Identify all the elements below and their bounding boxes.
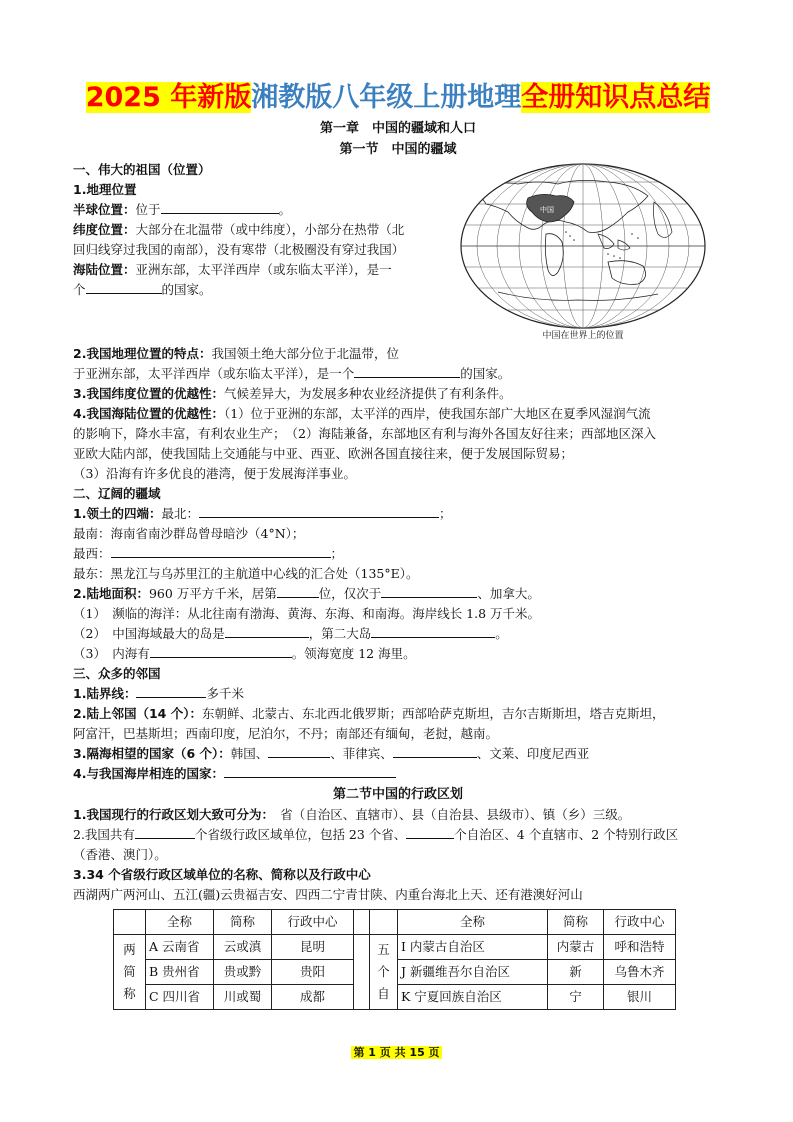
- lat-label: 纬度位置：: [73, 222, 136, 237]
- lat-adv-label: 3.我国纬度位置的优越性：: [73, 386, 224, 401]
- table-cell: J 新疆维吾尔自治区: [398, 960, 548, 985]
- admin-line-3: 3.34 个省级行政区域单位的名称、简称以及行政中心: [73, 867, 371, 882]
- feature-text-2b: 的国家。: [460, 366, 511, 381]
- ends-label: 1.领土的四端：: [73, 506, 162, 521]
- sea-text-2b: 的国家。: [161, 282, 212, 297]
- inland-sea-blank: [150, 644, 292, 658]
- coast-neighbors-label: 4.与我国海岸相连的国家：: [73, 766, 224, 781]
- table-gap-cell: [354, 935, 370, 1010]
- sea-line-2a: （2） 中国海域最大的岛是: [73, 626, 225, 641]
- table-header-cell: 简称: [214, 910, 272, 935]
- table-cell: 乌鲁木齐: [604, 960, 676, 985]
- map-caption: 中国在世界上的位置: [542, 331, 624, 341]
- table-cell: B 贵州省: [146, 960, 214, 985]
- table-cell: 昆明: [272, 935, 354, 960]
- hemi-end: 。: [278, 202, 292, 217]
- largest-island-blank: [225, 624, 309, 638]
- sea-adv-text-3: 亚欧大陆内部，使我国陆上交通能与中亚、西亚、欧洲各国直接往来，便于发展国际贸易；: [73, 446, 574, 461]
- right-group-char: 五: [377, 942, 390, 957]
- border-label: 1.陆界线：: [73, 686, 137, 701]
- right-group-char: 自: [377, 986, 390, 1001]
- sea-blank: [86, 280, 162, 294]
- sea-line-2c: 。: [495, 626, 508, 641]
- west-label: 最西：: [73, 546, 111, 561]
- sea-adv-text-2: 的影响下，降水丰富，有利农业生产； （2）海陆兼备，东部地区有利与海外各国友好往来；西部地区深入: [73, 426, 656, 441]
- west-end: ；: [330, 546, 344, 561]
- table-cell: 内蒙古: [548, 935, 604, 960]
- right-group-cell: [370, 935, 398, 1010]
- world-map-globe: [458, 162, 708, 330]
- section-title-2: 第二节中国的行政区划: [332, 787, 463, 802]
- heading-position: 一、伟大的祖国（位置）: [73, 162, 211, 177]
- sea-text-2a: 个: [73, 282, 86, 297]
- admin-line-1-text: 省（自治区、直辖市）、县（自治县、县级市）、镇（乡）三级。: [267, 807, 631, 822]
- table-header-cell: 全称: [146, 910, 214, 935]
- sea-line-3b: 。领海宽度 12 海里。: [291, 646, 416, 661]
- sea-text-1: 亚洲东部，太平洋西岸（或东临太平洋），是一: [135, 262, 392, 277]
- coast-neighbors-blank: [224, 764, 396, 778]
- north-label: 最北：: [161, 506, 199, 521]
- sea-adv-text-4: （3）沿海有许多优良的港湾，便于发展海洋事业。: [73, 466, 356, 481]
- table-cell: K 宁夏回族自治区: [398, 985, 548, 1010]
- table-cell: A 云南省: [146, 935, 214, 960]
- area-label: 2.陆地面积：: [73, 586, 149, 601]
- table-cell: 贵或黔: [214, 960, 272, 985]
- title-part-3: 全册知识点总结: [521, 82, 711, 113]
- heading-territory: 二、辽阔的疆域: [73, 486, 161, 501]
- table-cell: 云或滇: [214, 935, 272, 960]
- table-header-cell: 行政中心: [604, 910, 676, 935]
- east-line: 最东：黑龙江与乌苏里江的主航道中心线的汇合处（135°E）。: [73, 566, 419, 581]
- map-china-label: 中国: [540, 206, 554, 214]
- table-cell: 成都: [272, 985, 354, 1010]
- sea-line-3a: （3） 内海有: [73, 646, 150, 661]
- table-cell: 新: [548, 960, 604, 985]
- area-text-1: 960 万平方千米，居第: [148, 586, 277, 601]
- autonomous-count-blank: [406, 825, 454, 839]
- admin-line-2b: 个省级行政区域单位，包括 23 个省、: [194, 827, 407, 842]
- sub-geo-location: 1.地理位置: [73, 182, 137, 197]
- sea-neighbors-text-1: 韩国、: [230, 746, 269, 761]
- table-cell: 呼和浩特: [604, 935, 676, 960]
- lat-adv-text: 气候差异大，为发展多种农业经济提供了有利条件。: [223, 386, 512, 401]
- sea-neighbor-blank-1: [268, 744, 330, 758]
- sea-line-1: （1） 濒临的海洋：从北往南有渤海、黄海、东海、和南海。海岸线长 1.8 万千米。: [73, 606, 541, 621]
- area-country-blank: [381, 584, 477, 598]
- document-page: [73, 78, 723, 1010]
- table-cell: 宁: [548, 985, 604, 1010]
- lat-text-2: 回归线穿过我国的南部），没有寒带（北极圈没有穿过我国）: [73, 242, 405, 257]
- table-cell: C 四川省: [146, 985, 214, 1010]
- table-cell: I 内蒙古自治区: [398, 935, 548, 960]
- sea-adv-text-1: （1）位于亚洲的东部，太平洋的西岸，使我国东部广大地区在夏季风湿润气流: [223, 406, 651, 421]
- sea-neighbors-text-3: 、文莱、印度尼西亚: [476, 746, 590, 761]
- location-block: [73, 160, 723, 344]
- table-header-cell: 行政中心: [272, 910, 354, 935]
- table-row: [114, 935, 676, 960]
- second-island-blank: [371, 624, 495, 638]
- admin-line-2a: 2.我国共有: [73, 827, 135, 842]
- border-blank: [136, 684, 206, 698]
- title-part-1: 2025 年新版: [85, 82, 252, 113]
- feature-text-2a: 于亚洲东部，太平洋西岸（或东临太平洋），是一个: [73, 366, 355, 381]
- province-table: [113, 909, 676, 1010]
- left-group-char: 简: [123, 964, 136, 979]
- admin-line-2c: 个自治区、4 个直辖市、2 个特别行政区: [454, 827, 679, 842]
- title-part-2: 湘教版八年级上册地理: [251, 82, 522, 113]
- sea-neighbor-blank-2: [393, 744, 477, 758]
- table-cell: 贵阳: [272, 960, 354, 985]
- table-cell: 银川: [604, 985, 676, 1010]
- area-text-3: 、加拿大。: [477, 586, 540, 601]
- north-blank: [199, 504, 439, 518]
- hemi-label: 半球位置：: [73, 202, 136, 217]
- feature-label: 2.我国地理位置的特点：: [73, 346, 212, 361]
- left-group-char: 两: [123, 942, 136, 957]
- area-rank-blank: [277, 584, 319, 598]
- feature-text-1: 我国领土绝大部分位于北温带，位: [211, 346, 399, 361]
- left-group-char: 称: [123, 986, 136, 1001]
- table-header-gap: [354, 910, 370, 935]
- page-footer: [0, 1043, 793, 1063]
- sea-label: 海陆位置：: [73, 262, 136, 277]
- hemi-text: 位于: [135, 202, 161, 217]
- land-neighbors-label: 2.陆上邻国（14 个）：: [73, 706, 202, 721]
- chapter-title: 第一章 中国的疆域和人口: [319, 121, 476, 136]
- sea-neighbors-label: 3.隔海相望的国家（6 个）：: [73, 746, 231, 761]
- province-count-blank: [135, 825, 195, 839]
- land-neighbors-text-1: 东朝鲜、北蒙古、东北西北俄罗斯；西部哈萨克斯坦，吉尔吉斯斯坦，塔吉克斯坦，: [201, 706, 665, 721]
- north-end: ；: [438, 506, 452, 521]
- feature-blank: [354, 364, 460, 378]
- table-header-cell: 全称: [398, 910, 548, 935]
- land-neighbors-text-2: 阿富汗，巴基斯坦；西南印度，尼泊尔，不丹；南部还有缅甸，老挝，越南。: [73, 726, 499, 741]
- right-group-char: 个: [377, 964, 390, 979]
- hemi-blank: [161, 200, 279, 214]
- document-title: [73, 78, 723, 118]
- table-header-cell: 简称: [548, 910, 604, 935]
- admin-line-2d: （香港、澳门）。: [73, 847, 167, 862]
- left-group-cell: [114, 935, 146, 1010]
- border-end: 多千米: [206, 686, 244, 701]
- table-header-blank-left: [114, 910, 146, 935]
- table-header-row: [114, 910, 676, 935]
- admin-line-1-label: 1.我国现行的行政区划大致可分为：: [73, 807, 268, 822]
- sea-neighbors-text-2: 、菲律宾、: [330, 746, 393, 761]
- heading-neighbors: 三、众多的邻国: [73, 666, 161, 681]
- section-title-1: 第一节 中国的疆域: [339, 142, 457, 157]
- table-cell: 川或蜀: [214, 985, 272, 1010]
- west-blank: [111, 544, 331, 558]
- mnemonic: 西湖两广两河山、五江(疆)云贵福吉安、四西二宁青甘陕、内重台海北上天、还有港澳好河山: [73, 887, 583, 902]
- area-text-2: 位，仅次于: [318, 586, 382, 601]
- south-line: 最南：海南省南沙群岛曾母暗沙（4°N）；: [73, 526, 305, 541]
- table-header-blank-right: [370, 910, 398, 935]
- lat-text-1: 大部分在北温带（或中纬度），小部分在热带（北: [135, 222, 405, 237]
- sea-adv-label: 4.我国海陆位置的优越性：: [73, 406, 224, 421]
- sea-line-2b: ，第二大岛: [308, 626, 372, 641]
- page-number: 第 1 页 共 15 页: [353, 1046, 440, 1059]
